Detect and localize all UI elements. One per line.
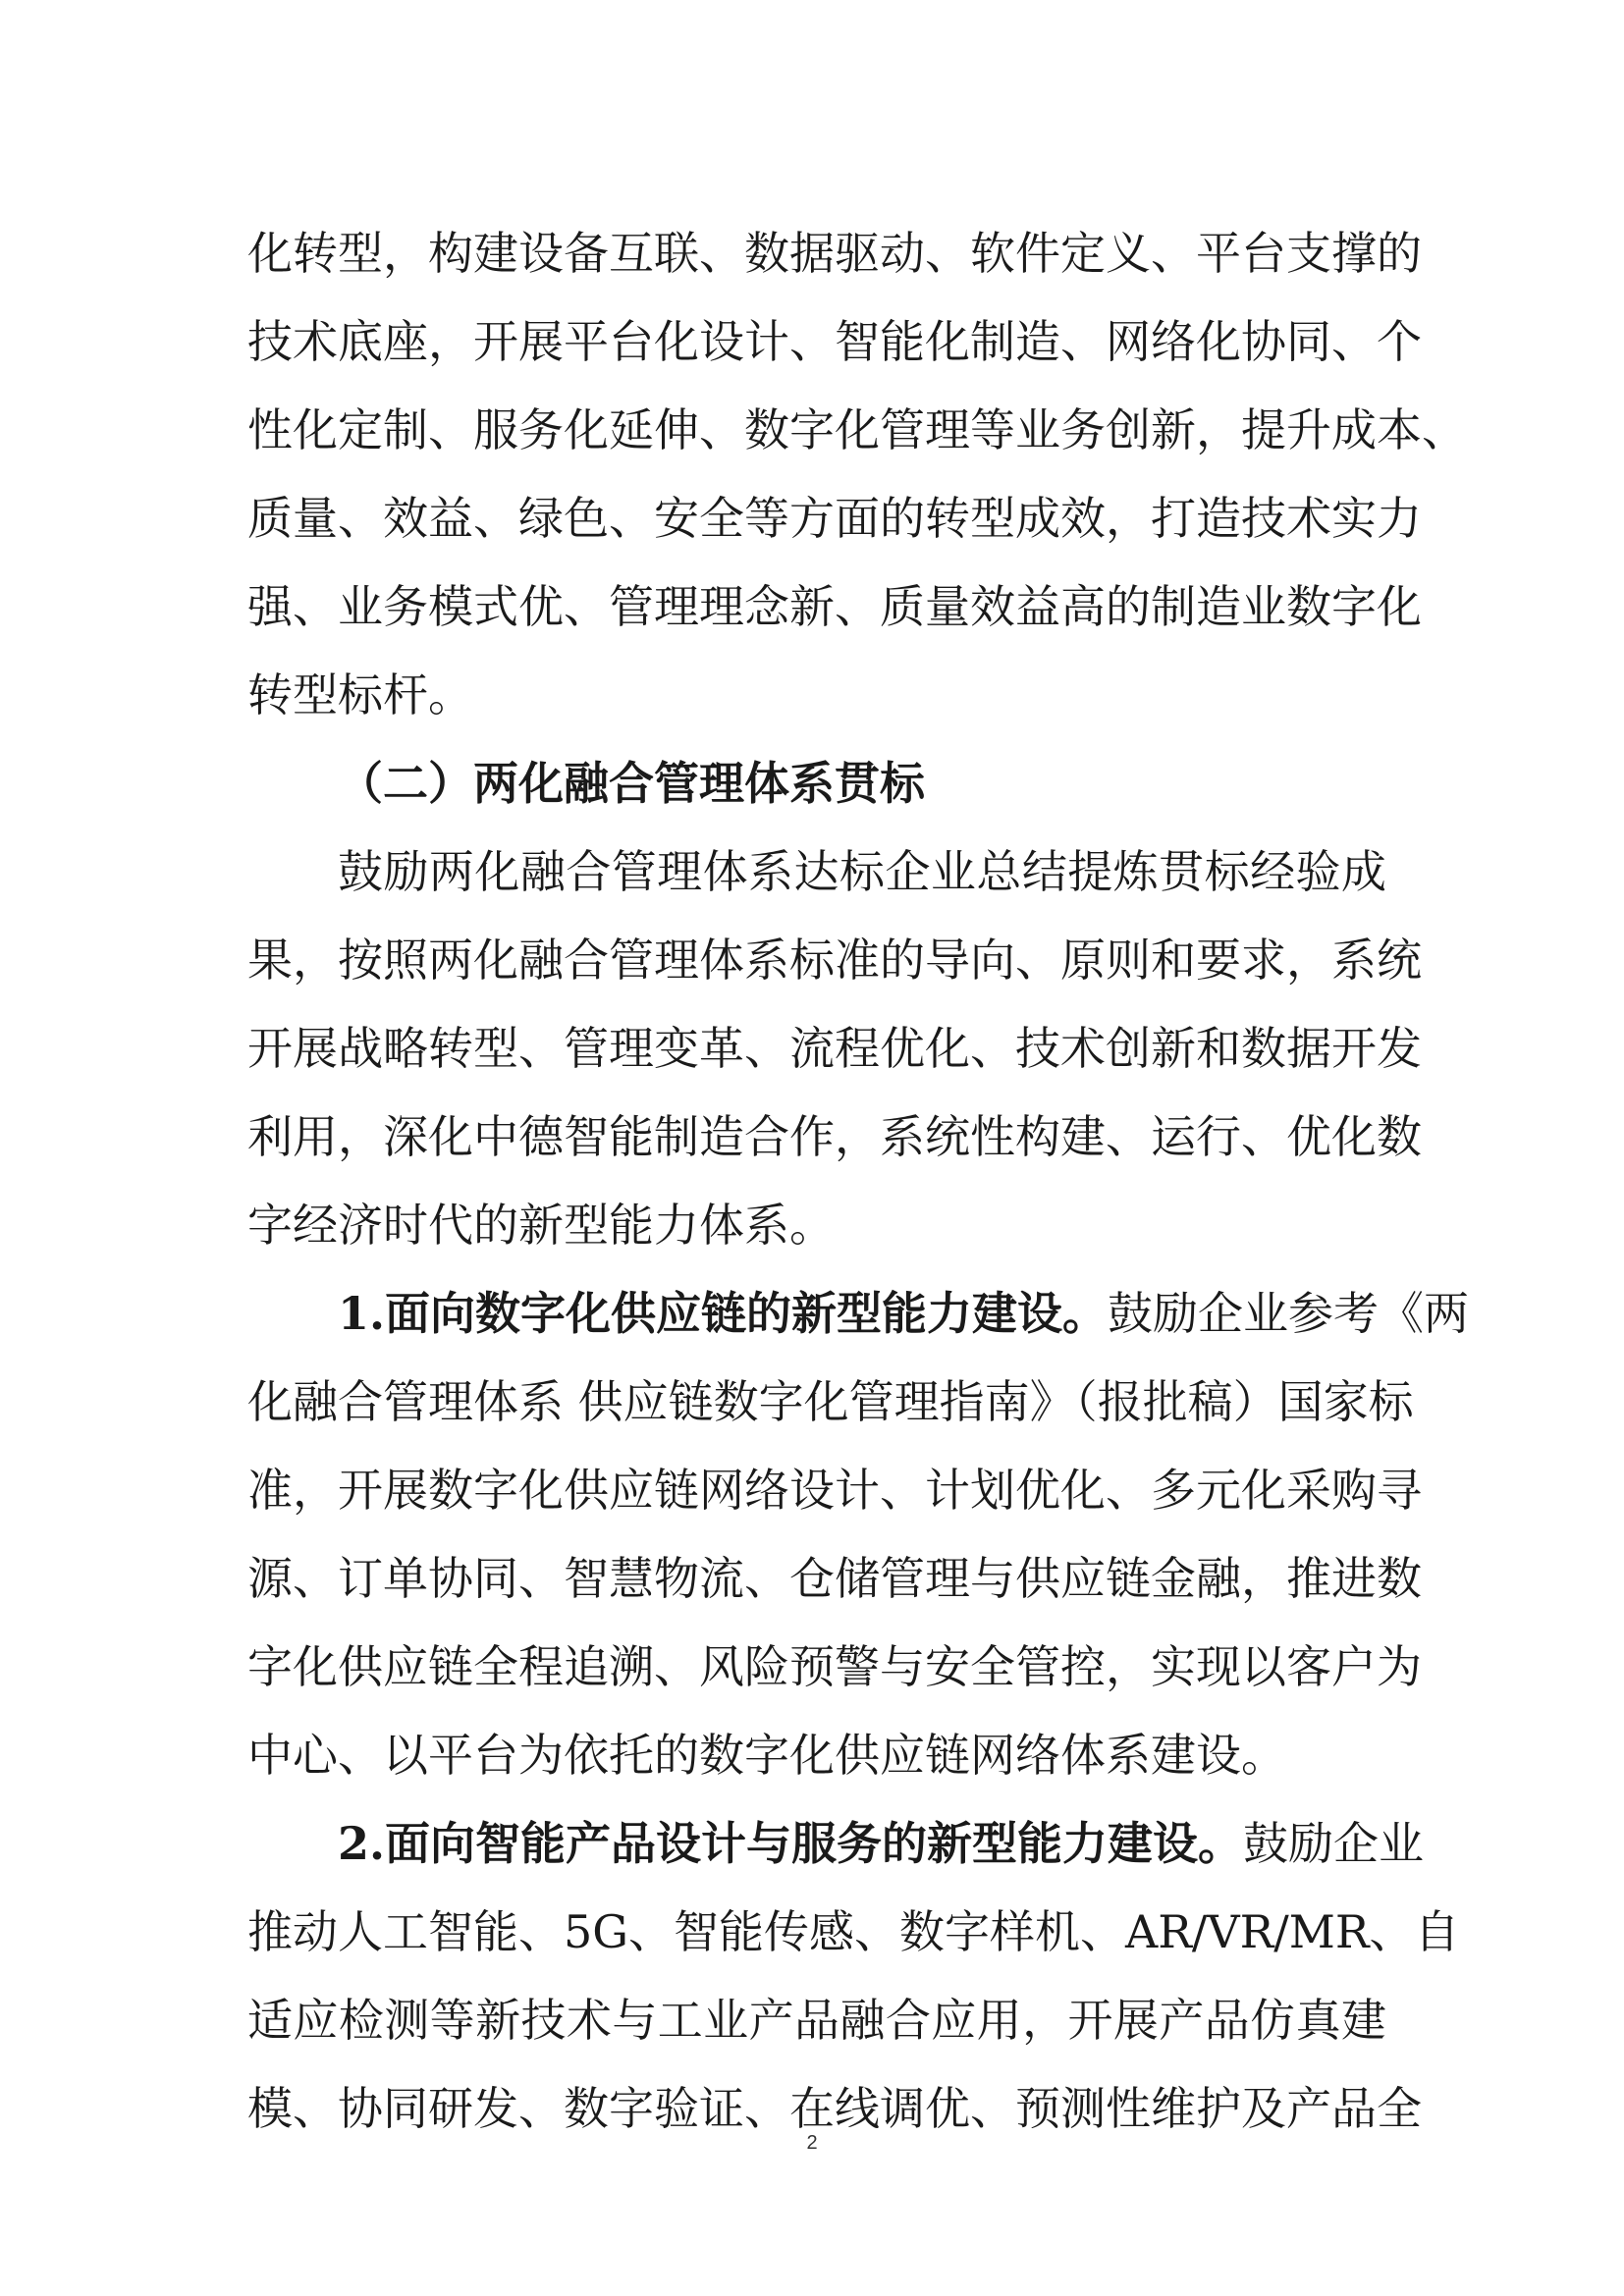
paragraph-2-line-5: 字经济时代的新型能力体系。 bbox=[247, 1199, 835, 1252]
paragraph-1-line-4: 质量、效益、绿色、安全等方面的转型成效，打造技术实力 bbox=[247, 492, 1422, 545]
item-1-title: 1.面向数字化供应链的新型能力建设。 bbox=[338, 1287, 1109, 1340]
item-1-line-4: 源、订单协同、智慧物流、仓储管理与供应链金融，推进数 bbox=[247, 1552, 1422, 1605]
paragraph-1-line-2: 技术底座，开展平台化设计、智能化制造、网络化协同、个 bbox=[247, 315, 1422, 368]
item-2-line-3: 适应检测等新技术与工业产品融合应用，开展产品仿真建 bbox=[247, 1994, 1386, 2047]
paragraph-1-line-1: 化转型，构建设备互联、数据驱动、软件定义、平台支撑的 bbox=[247, 227, 1422, 280]
item-2-line-4: 模、协同研发、数字验证、在线调优、预测性维护及产品全 bbox=[247, 2082, 1422, 2135]
item-1-line-5: 字化供应链全程追溯、风险预警与安全管控，实现以客户为 bbox=[247, 1640, 1422, 1693]
item-1-line-6: 中心、以平台为依托的数字化供应链网络体系建设。 bbox=[247, 1729, 1286, 1782]
paragraph-1-line-3: 性化定制、服务化延伸、数字化管理等业务创新，提升成本、 bbox=[247, 403, 1467, 456]
paragraph-2-line-1: 鼓励两化融合管理体系达标企业总结提炼贯标经验成 bbox=[338, 845, 1386, 898]
paragraph-2-line-2: 果，按照两化融合管理体系标准的导向、原则和要求，系统 bbox=[247, 934, 1422, 987]
paragraph-2-line-4: 利用，深化中德智能制造合作，系统性构建、运行、优化数 bbox=[247, 1110, 1422, 1163]
page-number: 2 bbox=[806, 2132, 818, 2154]
item-2-first-line-rest: 鼓励企业 bbox=[1243, 1817, 1425, 1870]
item-1-line-2: 化融合管理体系 供应链数字化管理指南》（报批稿）国家标 bbox=[247, 1375, 1414, 1428]
item-2-line-2: 推动人工智能、5G、智能传感、数字样机、AR/VR/MR、自 bbox=[247, 1905, 1460, 1958]
paragraph-1-line-5: 强、业务模式优、管理理念新、质量效益高的制造业数字化 bbox=[247, 580, 1422, 633]
paragraph-1-line-6: 转型标杆。 bbox=[247, 668, 473, 721]
section-heading: （二）两化融合管理体系贯标 bbox=[338, 757, 925, 810]
paragraph-2-line-3: 开展战略转型、管理变革、流程优化、技术创新和数据开发 bbox=[247, 1022, 1422, 1075]
item-1-first-line-rest: 鼓励企业参考《两 bbox=[1108, 1287, 1470, 1340]
item-1-line-3: 准，开展数字化供应链网络设计、计划优化、多元化采购寻 bbox=[247, 1464, 1422, 1517]
item-1-first-line bbox=[338, 1284, 1470, 1343]
item-2-first-line bbox=[338, 1814, 1425, 1873]
item-2-title: 2.面向智能产品设计与服务的新型能力建设。 bbox=[338, 1817, 1244, 1870]
